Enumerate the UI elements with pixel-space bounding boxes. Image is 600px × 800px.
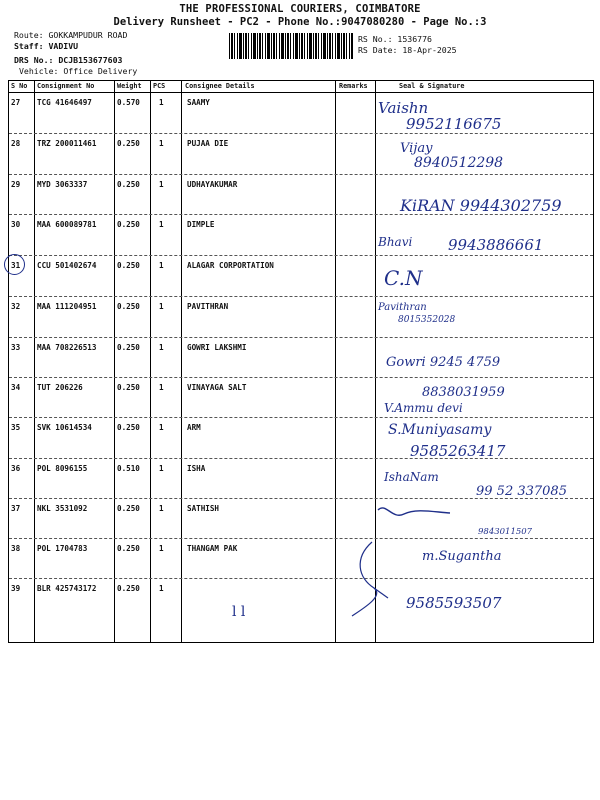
cell-sno: 32 — [11, 302, 21, 311]
cell-sno: 33 — [11, 343, 21, 352]
cell-weight: 0.250 — [117, 383, 140, 392]
cell-sno: 30 — [11, 220, 21, 229]
runsheet-subtitle: Delivery Runsheet - PC2 - Phone No.:9047080280 - Page No.:3 — [113, 16, 487, 28]
cell-sno: 39 — [11, 584, 21, 593]
vehicle-label: Vehicle: Office Delivery — [19, 66, 138, 76]
cell-weight: 0.250 — [117, 139, 140, 148]
cell-weight: 0.250 — [117, 504, 140, 513]
table-row — [9, 93, 593, 134]
cell-pcs: 1 — [159, 544, 164, 553]
signature: m.Sugantha — [422, 549, 502, 564]
cell-consignment: POL 8096155 — [37, 464, 88, 473]
cell-consignee: SATHISH — [187, 504, 220, 513]
table-header — [9, 81, 593, 93]
col-remarks: Remarks — [339, 82, 368, 90]
handwritten-phone: 9585263417 — [410, 442, 506, 460]
signature: IshaNam — [384, 470, 439, 484]
table-row — [9, 134, 593, 175]
handwritten-name-phone: KiRAN 9944302759 — [400, 196, 562, 215]
cell-consignment: MAA 111204951 — [37, 302, 97, 311]
cell-weight: 0.250 — [117, 180, 140, 189]
cell-weight: 0.510 — [117, 464, 140, 473]
handwritten-phone: 8940512298 — [414, 155, 504, 171]
table-row — [9, 297, 593, 338]
col-consignment: Consignment No — [37, 82, 95, 90]
table-row — [9, 579, 593, 643]
cell-pcs: 1 — [159, 584, 164, 593]
signature-scribble — [374, 500, 454, 524]
cell-weight: 0.250 — [117, 220, 140, 229]
staff-label: Staff: VADIVU — [14, 41, 79, 51]
cell-sno: 34 — [11, 383, 21, 392]
cell-consignee: ALAGAR CORPORTATION — [187, 261, 274, 270]
cell-weight: 0.250 — [117, 343, 140, 352]
cell-consignee: PUJAA DIE — [187, 139, 229, 148]
signature: Bhavi — [378, 235, 413, 249]
cell-weight: 0.250 — [117, 584, 140, 593]
cell-consignment: TRZ 200011461 — [37, 139, 97, 148]
table-row — [9, 378, 593, 418]
cell-consignee: GOWRI LAKSHMI — [187, 343, 247, 352]
handwritten-phone: 99 52 337085 — [476, 484, 567, 499]
signature: Vaishn — [378, 99, 429, 117]
cell-consignment: MYD 3063337 — [37, 180, 88, 189]
cell-pcs: 1 — [159, 383, 164, 392]
cell-consignment: SVK 10614534 — [37, 423, 92, 432]
handwritten-phone: 8838031959 — [422, 385, 505, 400]
handwritten-phone: 9952116675 — [406, 115, 502, 133]
cell-consignee: DIMPLE — [187, 220, 215, 229]
cell-sno: 29 — [11, 180, 21, 189]
cell-consignment: TUT 206226 — [37, 383, 83, 392]
signature: C.N — [384, 266, 423, 290]
table-row — [9, 256, 593, 297]
col-pcs: PCS — [153, 82, 166, 90]
cell-pcs: 1 — [159, 423, 164, 432]
signature: Vijay — [400, 141, 433, 156]
handwritten-phone: 8015352028 — [398, 315, 456, 325]
cell-pcs: 1 — [159, 343, 164, 352]
cell-pcs: 1 — [159, 464, 164, 473]
cell-consignee: VINAYAGA SALT — [187, 383, 247, 392]
cell-sno: 36 — [11, 464, 21, 473]
cell-weight: 0.250 — [117, 302, 140, 311]
cell-consignee: SAAMY — [187, 98, 210, 107]
cell-pcs: 1 — [159, 98, 164, 107]
drs-number: DRS No.: DCJB153677603 — [14, 55, 123, 65]
cell-weight: 0.250 — [117, 261, 140, 270]
col-consignee: Consignee Details — [185, 82, 255, 90]
route-label: Route: GOKKAMPUDUR ROAD — [14, 30, 128, 40]
signature-scribble — [344, 538, 404, 620]
cell-sno: 35 — [11, 423, 21, 432]
signature: S.Muniyasamy — [388, 422, 492, 438]
cell-pcs: 1 — [159, 504, 164, 513]
table-row — [9, 539, 593, 579]
cell-consignee: ISHA — [187, 464, 206, 473]
col-sno: S No — [11, 82, 28, 90]
handwritten-phone: 9843011507 — [478, 527, 533, 537]
handwritten-phone: 9585593507 — [406, 594, 502, 612]
cell-sno: 28 — [11, 139, 21, 148]
cell-consignment: MAA 600089781 — [37, 220, 97, 229]
cell-consignment: BLR 425743172 — [37, 584, 97, 593]
cell-weight: 0.570 — [117, 98, 140, 107]
handwritten-phone: 9943886661 — [448, 236, 544, 254]
cell-sno: 27 — [11, 98, 21, 107]
cell-consignee: PAVITHRAN — [187, 302, 229, 311]
cell-sno: 38 — [11, 544, 21, 553]
pen-mark: l l — [232, 604, 246, 620]
rs-number: RS No.: 1536776 — [358, 34, 432, 44]
cell-sno: 31 — [11, 261, 21, 270]
cell-weight: 0.250 — [117, 423, 140, 432]
cell-consignee: ARM — [187, 423, 201, 432]
company-title: THE PROFESSIONAL COURIERS, COIMBATORE — [179, 3, 421, 15]
handwritten-name-phone: Gowri 9245 4759 — [386, 355, 501, 370]
cell-pcs: 1 — [159, 139, 164, 148]
runsheet-table — [8, 80, 594, 643]
cell-consignment: NKL 3531092 — [37, 504, 88, 513]
cell-consignment: MAA 708226513 — [37, 343, 97, 352]
cell-pcs: 1 — [159, 302, 164, 311]
cell-consignment: TCG 41646497 — [37, 98, 92, 107]
cell-consignment: CCU 501402674 — [37, 261, 97, 270]
signature: Pavithran — [378, 302, 427, 313]
signature: V.Ammu devi — [384, 401, 463, 415]
barcode — [229, 33, 353, 59]
cell-consignee: THANGAM PAK — [187, 544, 238, 553]
table-row — [9, 338, 593, 378]
col-weight: Weight — [117, 82, 142, 90]
cell-pcs: 1 — [159, 180, 164, 189]
cell-consignee: UDHAYAKUMAR — [187, 180, 238, 189]
cell-pcs: 1 — [159, 220, 164, 229]
rs-date: RS Date: 18-Apr-2025 — [358, 45, 457, 55]
cell-sno: 37 — [11, 504, 21, 513]
cell-weight: 0.250 — [117, 544, 140, 553]
cell-consignment: POL 1704783 — [37, 544, 88, 553]
circled-row-marker — [4, 254, 25, 275]
col-seal: Seal & Signature — [399, 82, 465, 90]
cell-pcs: 1 — [159, 261, 164, 270]
